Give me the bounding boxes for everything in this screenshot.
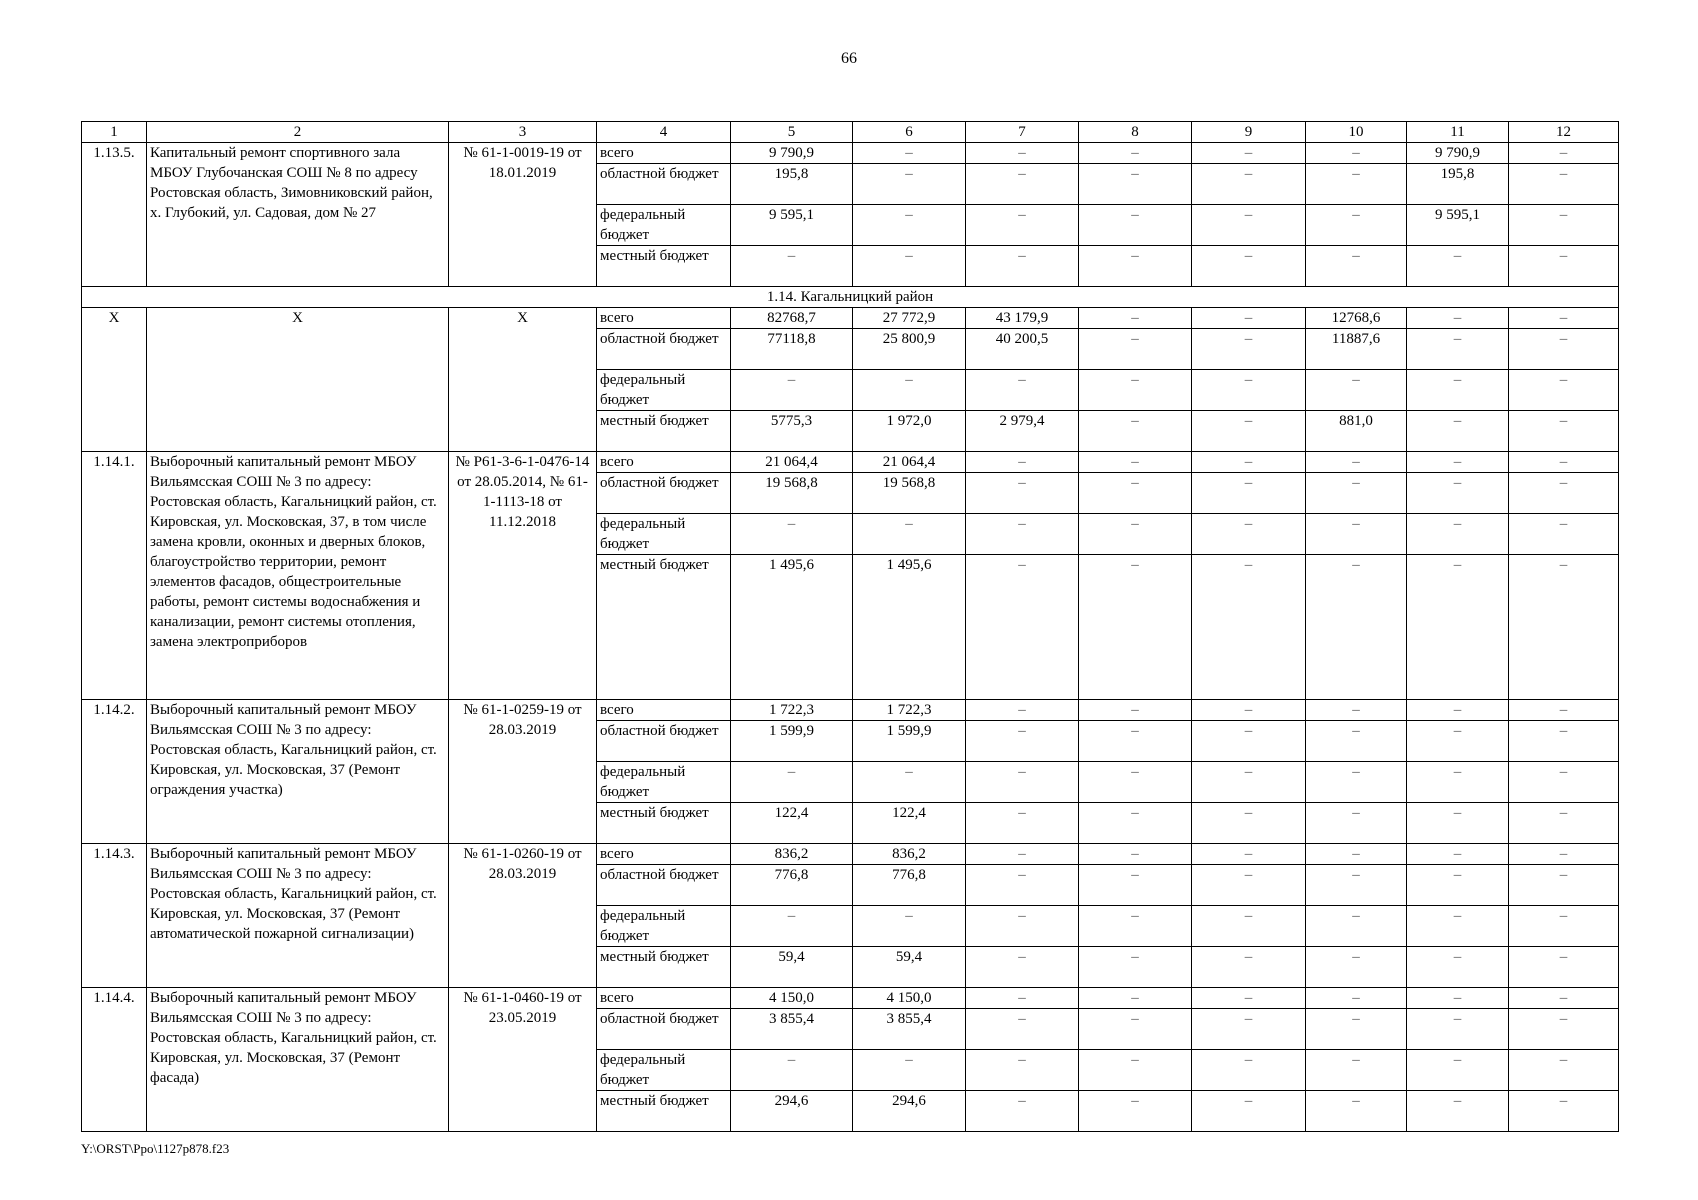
amount-cell: – <box>1079 205 1192 246</box>
amount-cell: – <box>1509 906 1619 947</box>
amount-cell: – <box>966 370 1079 411</box>
amount-cell: – <box>1509 452 1619 473</box>
column-header: 9 <box>1192 122 1306 143</box>
amount-cell: 294,6 <box>853 1091 966 1132</box>
column-header: 8 <box>1079 122 1192 143</box>
amount-cell: – <box>1192 762 1306 803</box>
object-description: Выборочный капитальный ремонт МБОУ Вильямсская СОШ № 3 по адресу: Ростовская область, Кагальницкий район, ст. Кировская, ул. Московская, 37 (Ремонт ограждения участка) <box>147 700 449 844</box>
amount-cell: – <box>1306 452 1407 473</box>
amount-cell: – <box>1192 329 1306 370</box>
amount-cell: 776,8 <box>731 865 853 906</box>
amount-cell: – <box>1192 411 1306 452</box>
amount-cell: 43 179,9 <box>966 308 1079 329</box>
amount-cell: 9 790,9 <box>1407 143 1509 164</box>
object-description: Выборочный капитальный ремонт МБОУ Вильямсская СОШ № 3 по адресу: Ростовская область, Кагальницкий район, ст. Кировская, ул. Московская, 37 (Ремонт фасада) <box>147 988 449 1132</box>
column-header: 6 <box>853 122 966 143</box>
amount-cell: 1 722,3 <box>853 700 966 721</box>
amount-cell: – <box>1079 988 1192 1009</box>
object-description: Капитальный ремонт спортивного зала МБОУ Глубочанская СОШ № 8 по адресу Ростовская область, Зимовниковский район, х. Глубокий, ул. Садовая, дом № 27 <box>147 143 449 287</box>
amount-cell: – <box>966 143 1079 164</box>
amount-cell: – <box>1192 947 1306 988</box>
row-number: 1.13.5. <box>82 143 147 287</box>
amount-cell: – <box>966 246 1079 287</box>
amount-cell: – <box>1306 246 1407 287</box>
object-description: Выборочный капитальный ремонт МБОУ Вильямсская СОШ № 3 по адресу: Ростовская область, Кагальницкий район, ст. Кировская, ул. Московская, 37 (Ремонт автоматической пожарной сигнализации) <box>147 844 449 988</box>
expertise-document: № 61-1-0259-19 от 28.03.2019 <box>449 700 597 844</box>
table-row <box>82 452 1619 473</box>
amount-cell: – <box>853 370 966 411</box>
amount-cell: 1 972,0 <box>853 411 966 452</box>
amount-cell: – <box>1509 762 1619 803</box>
amount-cell: – <box>1306 721 1407 762</box>
amount-cell: 3 855,4 <box>853 1009 966 1050</box>
amount-cell: – <box>1079 803 1192 844</box>
amount-cell: – <box>853 246 966 287</box>
amount-cell: – <box>1407 308 1509 329</box>
amount-cell: 21 064,4 <box>731 452 853 473</box>
amount-cell: – <box>731 762 853 803</box>
column-header: 7 <box>966 122 1079 143</box>
amount-cell: – <box>1192 514 1306 555</box>
amount-cell: – <box>1407 1050 1509 1091</box>
amount-cell: – <box>1509 803 1619 844</box>
amount-cell: – <box>1407 452 1509 473</box>
amount-cell: – <box>966 164 1079 205</box>
amount-cell: – <box>1192 246 1306 287</box>
expertise-document: № 61-1-0460-19 от 23.05.2019 <box>449 988 597 1132</box>
footer-file-path: Y:\ORST\Ppo\1127p878.f23 <box>81 1141 230 1156</box>
amount-cell: 122,4 <box>731 803 853 844</box>
amount-cell: – <box>1509 329 1619 370</box>
amount-cell: – <box>1407 988 1509 1009</box>
amount-cell: – <box>1079 865 1192 906</box>
amount-cell: – <box>853 205 966 246</box>
column-header: 5 <box>731 122 853 143</box>
budget-source-label: всего <box>597 700 731 721</box>
amount-cell: – <box>731 246 853 287</box>
amount-cell: 1 599,9 <box>853 721 966 762</box>
amount-cell: 5775,3 <box>731 411 853 452</box>
amount-cell: – <box>1407 555 1509 700</box>
amount-cell: – <box>1407 762 1509 803</box>
column-header: 4 <box>597 122 731 143</box>
amount-cell: 776,8 <box>853 865 966 906</box>
amount-cell: 9 595,1 <box>731 205 853 246</box>
amount-cell: – <box>1192 308 1306 329</box>
amount-cell: 19 568,8 <box>853 473 966 514</box>
amount-cell: – <box>1407 700 1509 721</box>
amount-cell: – <box>1192 803 1306 844</box>
column-header: 10 <box>1306 122 1407 143</box>
amount-cell: 122,4 <box>853 803 966 844</box>
budget-source-label: федеральный бюджет <box>597 1050 731 1091</box>
amount-cell: – <box>1306 1091 1407 1132</box>
amount-cell: – <box>1079 514 1192 555</box>
amount-cell: 59,4 <box>731 947 853 988</box>
amount-cell: – <box>1192 164 1306 205</box>
amount-cell: – <box>966 988 1079 1009</box>
amount-cell: 11887,6 <box>1306 329 1407 370</box>
amount-cell: 1 495,6 <box>853 555 966 700</box>
expertise-document: № 61-1-0019-19 от 18.01.2019 <box>449 143 597 287</box>
amount-cell: – <box>1079 143 1192 164</box>
amount-cell: 1 599,9 <box>731 721 853 762</box>
amount-cell: 4 150,0 <box>853 988 966 1009</box>
amount-cell: – <box>1509 1009 1619 1050</box>
row-number: 1.14.4. <box>82 988 147 1132</box>
column-header: 1 <box>82 122 147 143</box>
expertise-document: Х <box>449 308 597 452</box>
amount-cell: – <box>731 906 853 947</box>
budget-source-label: всего <box>597 844 731 865</box>
amount-cell: 195,8 <box>731 164 853 205</box>
amount-cell: 195,8 <box>1407 164 1509 205</box>
amount-cell: – <box>966 473 1079 514</box>
amount-cell: – <box>1192 473 1306 514</box>
amount-cell: – <box>1306 762 1407 803</box>
amount-cell: – <box>1079 308 1192 329</box>
amount-cell: – <box>1306 143 1407 164</box>
amount-cell: 1 722,3 <box>731 700 853 721</box>
amount-cell: – <box>966 762 1079 803</box>
amount-cell: 12768,6 <box>1306 308 1407 329</box>
amount-cell: 19 568,8 <box>731 473 853 514</box>
budget-source-label: федеральный бюджет <box>597 370 731 411</box>
column-header: 3 <box>449 122 597 143</box>
amount-cell: – <box>1192 721 1306 762</box>
table-row <box>82 844 1619 865</box>
budget-source-label: федеральный бюджет <box>597 906 731 947</box>
amount-cell: – <box>1407 329 1509 370</box>
budget-source-label: местный бюджет <box>597 803 731 844</box>
amount-cell: – <box>1407 803 1509 844</box>
amount-cell: – <box>966 906 1079 947</box>
amount-cell: – <box>1306 555 1407 700</box>
budget-source-label: федеральный бюджет <box>597 762 731 803</box>
amount-cell: – <box>853 1050 966 1091</box>
amount-cell: – <box>1407 1091 1509 1132</box>
amount-cell: – <box>1509 473 1619 514</box>
amount-cell: – <box>1306 700 1407 721</box>
amount-cell: – <box>1306 514 1407 555</box>
amount-cell: – <box>853 906 966 947</box>
amount-cell: – <box>1509 205 1619 246</box>
budget-source-label: всего <box>597 143 731 164</box>
amount-cell: – <box>1509 411 1619 452</box>
amount-cell: – <box>731 370 853 411</box>
amount-cell: – <box>1192 1050 1306 1091</box>
amount-cell: – <box>853 762 966 803</box>
amount-cell: – <box>853 164 966 205</box>
amount-cell: – <box>1079 452 1192 473</box>
table-row <box>82 308 1619 329</box>
amount-cell: 1 495,6 <box>731 555 853 700</box>
amount-cell: 836,2 <box>853 844 966 865</box>
amount-cell: – <box>1407 411 1509 452</box>
budget-source-label: областной бюджет <box>597 329 731 370</box>
amount-cell: – <box>1407 246 1509 287</box>
amount-cell: – <box>1407 906 1509 947</box>
amount-cell: – <box>1407 1009 1509 1050</box>
amount-cell: 21 064,4 <box>853 452 966 473</box>
amount-cell: – <box>1079 1091 1192 1132</box>
amount-cell: – <box>1509 164 1619 205</box>
amount-cell: 9 595,1 <box>1407 205 1509 246</box>
amount-cell: 2 979,4 <box>966 411 1079 452</box>
amount-cell: – <box>1192 700 1306 721</box>
amount-cell: – <box>1306 205 1407 246</box>
amount-cell: – <box>1079 1009 1192 1050</box>
amount-cell: – <box>1509 844 1619 865</box>
amount-cell: – <box>853 143 966 164</box>
amount-cell: – <box>1509 143 1619 164</box>
amount-cell: – <box>1192 844 1306 865</box>
row-number: Х <box>82 308 147 452</box>
amount-cell: – <box>966 803 1079 844</box>
amount-cell: 836,2 <box>731 844 853 865</box>
section-title: 1.14. Кагальницкий район <box>82 287 1619 308</box>
amount-cell: – <box>1079 164 1192 205</box>
amount-cell: – <box>1079 721 1192 762</box>
expertise-document: № 61-1-0260-19 от 28.03.2019 <box>449 844 597 988</box>
column-header: 12 <box>1509 122 1619 143</box>
amount-cell: 294,6 <box>731 1091 853 1132</box>
amount-cell: – <box>966 721 1079 762</box>
amount-cell: 25 800,9 <box>853 329 966 370</box>
object-description: Х <box>147 308 449 452</box>
amount-cell: – <box>1306 988 1407 1009</box>
page-number: 66 <box>841 50 857 67</box>
amount-cell: – <box>1192 1091 1306 1132</box>
amount-cell: – <box>1509 1050 1619 1091</box>
budget-source-label: федеральный бюджет <box>597 514 731 555</box>
budget-source-label: местный бюджет <box>597 555 731 700</box>
amount-cell: – <box>1509 555 1619 700</box>
amount-cell: – <box>1509 988 1619 1009</box>
amount-cell: – <box>966 205 1079 246</box>
amount-cell: – <box>966 1009 1079 1050</box>
budget-source-label: областной бюджет <box>597 164 731 205</box>
amount-cell: – <box>853 514 966 555</box>
amount-cell: – <box>1306 473 1407 514</box>
amount-cell: – <box>1407 865 1509 906</box>
amount-cell: 40 200,5 <box>966 329 1079 370</box>
row-number: 1.14.3. <box>82 844 147 988</box>
amount-cell: – <box>1306 865 1407 906</box>
amount-cell: – <box>1192 1009 1306 1050</box>
amount-cell: – <box>966 1091 1079 1132</box>
amount-cell: – <box>966 844 1079 865</box>
budget-table <box>81 121 1619 1132</box>
amount-cell: – <box>1306 844 1407 865</box>
budget-source-label: всего <box>597 452 731 473</box>
amount-cell: – <box>966 947 1079 988</box>
amount-cell: – <box>966 555 1079 700</box>
amount-cell: – <box>1509 700 1619 721</box>
budget-source-label: местный бюджет <box>597 411 731 452</box>
budget-source-label: всего <box>597 308 731 329</box>
budget-source-label: областной бюджет <box>597 473 731 514</box>
section-row <box>82 287 1619 308</box>
amount-cell: – <box>1079 329 1192 370</box>
amount-cell: – <box>1407 370 1509 411</box>
amount-cell: – <box>1192 865 1306 906</box>
amount-cell: 4 150,0 <box>731 988 853 1009</box>
amount-cell: – <box>1192 205 1306 246</box>
row-number: 1.14.1. <box>82 452 147 700</box>
column-header: 11 <box>1407 122 1509 143</box>
budget-source-label: областной бюджет <box>597 721 731 762</box>
amount-cell: 77118,8 <box>731 329 853 370</box>
amount-cell: – <box>1509 308 1619 329</box>
amount-cell: – <box>966 1050 1079 1091</box>
amount-cell: – <box>1192 988 1306 1009</box>
column-number-row <box>82 122 1619 143</box>
amount-cell: – <box>1192 452 1306 473</box>
budget-source-label: местный бюджет <box>597 947 731 988</box>
amount-cell: – <box>1509 514 1619 555</box>
amount-cell: – <box>731 514 853 555</box>
budget-source-label: местный бюджет <box>597 246 731 287</box>
amount-cell: – <box>1079 370 1192 411</box>
column-header: 2 <box>147 122 449 143</box>
amount-cell: 9 790,9 <box>731 143 853 164</box>
budget-source-label: областной бюджет <box>597 1009 731 1050</box>
amount-cell: – <box>731 1050 853 1091</box>
budget-source-label: местный бюджет <box>597 1091 731 1132</box>
amount-cell: – <box>1079 411 1192 452</box>
amount-cell: – <box>966 514 1079 555</box>
amount-cell: – <box>1192 555 1306 700</box>
amount-cell: 59,4 <box>853 947 966 988</box>
expertise-document: № Р61-3-6-1-0476-14 от 28.05.2014, № 61-1-1113-18 от 11.12.2018 <box>449 452 597 700</box>
amount-cell: – <box>1509 865 1619 906</box>
table-row <box>82 700 1619 721</box>
amount-cell: – <box>1306 1050 1407 1091</box>
amount-cell: – <box>1079 947 1192 988</box>
amount-cell: – <box>1407 947 1509 988</box>
amount-cell: – <box>1079 844 1192 865</box>
amount-cell: – <box>1306 803 1407 844</box>
amount-cell: – <box>1306 370 1407 411</box>
budget-source-label: всего <box>597 988 731 1009</box>
table-row <box>82 143 1619 164</box>
amount-cell: – <box>1079 1050 1192 1091</box>
amount-cell: – <box>1079 555 1192 700</box>
amount-cell: – <box>1509 1091 1619 1132</box>
amount-cell: – <box>966 700 1079 721</box>
amount-cell: – <box>1407 844 1509 865</box>
amount-cell: – <box>1306 1009 1407 1050</box>
amount-cell: – <box>966 452 1079 473</box>
amount-cell: – <box>1407 473 1509 514</box>
amount-cell: – <box>1192 906 1306 947</box>
amount-cell: – <box>1079 700 1192 721</box>
amount-cell: – <box>1306 906 1407 947</box>
amount-cell: 27 772,9 <box>853 308 966 329</box>
row-number: 1.14.2. <box>82 700 147 844</box>
amount-cell: – <box>1306 164 1407 205</box>
budget-source-label: областной бюджет <box>597 865 731 906</box>
object-description: Выборочный капитальный ремонт МБОУ Вильямсская СОШ № 3 по адресу: Ростовская область, Кагальницкий район, ст. Кировская, ул. Московская, 37, в том числе замена кровли, оконных и дверных блоков, благоустройство территории, ремонт элементов фасадов, общестроительные работы, ремонт системы водоснабжения и канализации, ремонт системы отопления, замена электроприборов <box>147 452 449 700</box>
amount-cell: – <box>1306 947 1407 988</box>
amount-cell: 82768,7 <box>731 308 853 329</box>
budget-source-label: федеральный бюджет <box>597 205 731 246</box>
amount-cell: – <box>1509 246 1619 287</box>
amount-cell: – <box>1079 906 1192 947</box>
amount-cell: – <box>1192 370 1306 411</box>
amount-cell: – <box>1509 370 1619 411</box>
table-row <box>82 988 1619 1009</box>
amount-cell: – <box>1407 721 1509 762</box>
amount-cell: – <box>1079 473 1192 514</box>
amount-cell: – <box>1407 514 1509 555</box>
amount-cell: – <box>1509 721 1619 762</box>
amount-cell: – <box>1192 143 1306 164</box>
amount-cell: – <box>1079 762 1192 803</box>
amount-cell: – <box>1079 246 1192 287</box>
amount-cell: – <box>1509 947 1619 988</box>
amount-cell: 881,0 <box>1306 411 1407 452</box>
amount-cell: – <box>966 865 1079 906</box>
amount-cell: 3 855,4 <box>731 1009 853 1050</box>
